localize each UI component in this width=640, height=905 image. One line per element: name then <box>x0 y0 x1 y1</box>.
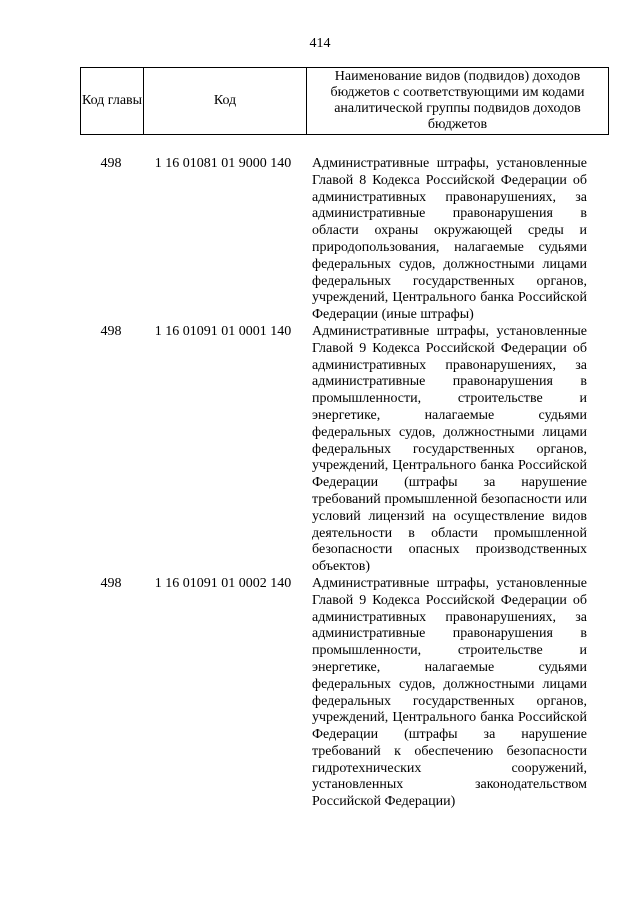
row-kod: 1 16 01091 01 0001 140 <box>154 323 292 339</box>
row-kod-glavy: 498 <box>100 575 122 591</box>
row-kod: 1 16 01081 01 9000 140 <box>154 156 292 171</box>
row-kod-glavy: 498 <box>100 323 122 339</box>
header-kod-glavy: Код главы <box>81 68 144 135</box>
table-row <box>80 324 595 576</box>
table-body <box>80 156 595 811</box>
header-kod: Код <box>144 68 307 135</box>
row-naimenovanie: Административные штрафы, установленные Главой 9 Кодекса Российской Федерации об административных правонарушениях, за административные правонарушения в промышленности, строительстве и энергетике, налагаемые судьями федеральных судов, должностными лицами федеральных государственных органов, учреждений, Центрального банка Российской Федерации (штрафы за нарушение требований к обеспечению безопасности гидротехнических сооружений, установленных законодательством Российской Федерации) <box>312 575 587 810</box>
header-row <box>81 68 609 135</box>
header-naimenovanie: Наименование видов (подвидов) доходов бюджетов с соответствующими им кодами аналитической группы подвидов доходов бюджетов <box>307 68 609 135</box>
row-kod-glavy: 498 <box>100 156 122 171</box>
row-naimenovanie: Административные штрафы, установленные Главой 9 Кодекса Российской Федерации об административных правонарушениях, за административные правонарушения в промышленности, строительстве и энергетике, налагаемые судьями федеральных судов, должностными лицами федеральных государственных органов, учреждений, Центрального банка Российской Федерации (штрафы за нарушение требований промышленной безопасности или условий лицензий на осуществление видов деятельности в области промышленной безопасности опасных производственных объектов) <box>312 323 587 575</box>
row-naimenovanie: Административные штрафы, установленные Главой 8 Кодекса Российской Федерации об административных правонарушениях, за административные правонарушения в области охраны окружающей среды и природопользования, налагаемые судьями федеральных судов, должностными лицами федеральных государственных органов, учреждений, Центрального банка Российской Федерации (иные штрафы) <box>312 156 587 323</box>
table-header <box>80 67 609 135</box>
table-row <box>80 156 595 324</box>
page-number: 414 <box>309 36 331 51</box>
row-kod: 1 16 01091 01 0002 140 <box>154 575 292 591</box>
table-row <box>80 576 595 811</box>
